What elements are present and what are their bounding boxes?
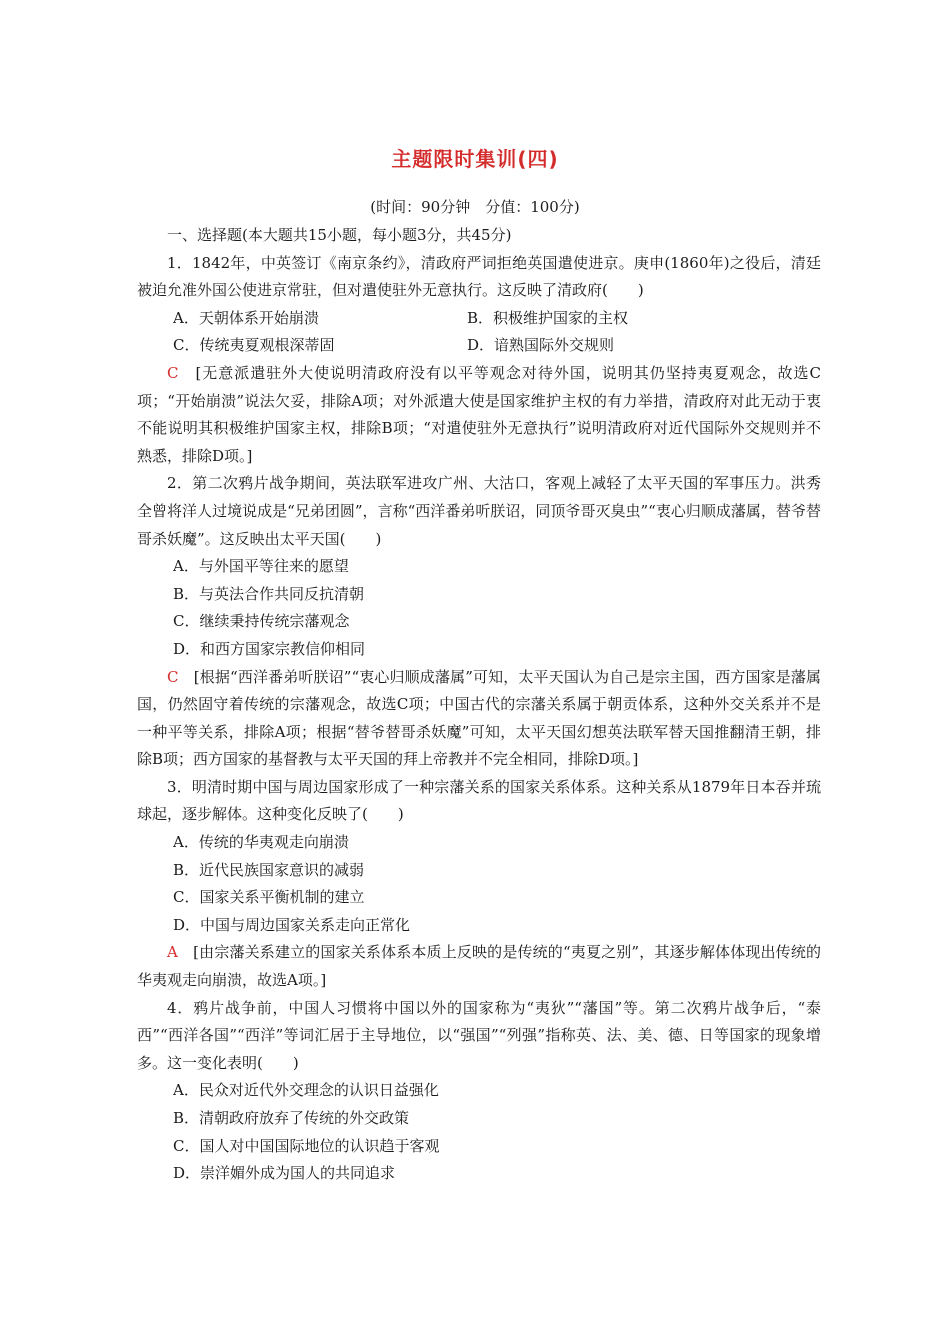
answer-explanation: [根据“西洋番弟听朕诏”“衷心归顺成藩属”可知，太平天国认为自己是宗主国，西方国家是藩属国，仍然固守着传统的宗藩观念，故选C项；中国古代的宗藩关系属于朝贡体系，这种外交关系并不是一种平等关系，排除A项；根据“替爷替哥杀妖魔”可知，太平天国幻想英法联军替天国推翻清王朝，排除B项；西方国家的基督教与太平天国的拜上帝教并不完全相同，排除D项。] bbox=[137, 667, 821, 769]
answer-explanation: [无意派遣驻外大使说明清政府没有以平等观念对待外国，说明其仍坚持夷夏观念，故选C项；“开始崩溃”说法欠妥，排除A项；对外派遣大使是国家维护主权的有力举措，清政府对此无动于衷不能说明其积极维护国家主权，排除B项；“对遣使驻外无意执行”说明清政府对近代国际外交规则并不熟悉，排除D项。] bbox=[137, 363, 821, 465]
answer-explanation: [由宗藩关系建立的国家关系体系本质上反映的是传统的“夷夏之别”，其逐步解体体现出传统的华夷观走向崩溃，故选A项。] bbox=[137, 943, 821, 990]
option: B．近代民族国家意识的减弱 bbox=[173, 860, 365, 879]
question-3-answer bbox=[137, 939, 821, 994]
exam-meta: (时间：90分钟 分值：100分) bbox=[370, 198, 580, 216]
option: D．和西方国家宗教信仰相同 bbox=[173, 639, 366, 658]
question-1-options-row-2 bbox=[137, 332, 821, 360]
option: C．继续秉持传统宗藩观念 bbox=[173, 612, 350, 631]
answer-letter: A bbox=[167, 943, 178, 962]
option: B．清朝政府放弃了传统的外交政策 bbox=[173, 1109, 410, 1127]
question-4-stem: 4．鸦片战争前，中国人习惯将中国以外的国家称为“夷狄”“藩国”等。第二次鸦片战争后，“泰西”“西洋各国”“西洋”等词汇居于主导地位，以“强国”“列强”指称英、法、美、德、日等国家的现象增多。这一变化表明( ) bbox=[137, 998, 821, 1072]
option: B．积极维护国家的主权 bbox=[467, 308, 629, 327]
option: A．民众对近代外交理念的认识日益强化 bbox=[173, 1081, 439, 1100]
answer-letter: C bbox=[167, 363, 179, 382]
option: B．与英法合作共同反抗清朝 bbox=[173, 584, 365, 603]
document-body bbox=[137, 222, 821, 1188]
question-1-options-row-1 bbox=[137, 305, 821, 333]
section-heading: 一、选择题(本大题共15小题，每小题3分，共45分) bbox=[167, 226, 512, 244]
answer-letter: C bbox=[167, 667, 179, 686]
question-1-answer bbox=[137, 360, 821, 470]
page-title: 主题限时集训(四) bbox=[391, 147, 559, 171]
option: D．中国与周边国家关系走向正常化 bbox=[173, 915, 411, 934]
option: D．崇洋媚外成为国人的共同追求 bbox=[173, 1164, 396, 1183]
option: C．国人对中国国际地位的认识趋于客观 bbox=[173, 1136, 440, 1155]
option: D．谙熟国际外交规则 bbox=[467, 336, 615, 355]
question-3-stem: 3．明清时期中国与周边国家形成了一种宗藩关系的国家关系体系。这种关系从1879年日本吞并琉球起，逐步解体。这种变化反映了( ) bbox=[137, 777, 821, 824]
question-2-stem: 2．第二次鸦片战争期间，英法联军进攻广州、大沽口，客观上减轻了太平天国的军事压力。洪秀全曾将洋人过境说成是“兄弟团圆”，言称“西洋番弟听朕诏，同顶爷哥灭臭虫”“衷心归顺成藩属，替爷替哥杀妖魔”。这反映出太平天国( ) bbox=[137, 474, 821, 548]
option: A．传统的华夷观走向崩溃 bbox=[173, 833, 349, 852]
question-1-stem: 1．1842年，中英签订《南京条约》，清政府严词拒绝英国遣使进京。庚申(1860年)之役后，清廷被迫允准外国公使进京常驻，但对遣使驻外无意执行。这反映了清政府( ) bbox=[137, 253, 821, 300]
option: A．与外国平等往来的愿望 bbox=[173, 557, 349, 576]
option: C．国家关系平衡机制的建立 bbox=[173, 888, 365, 907]
option: C．传统夷夏观根深蒂固 bbox=[173, 336, 335, 355]
option: A．天朝体系开始崩溃 bbox=[173, 308, 319, 327]
question-2-answer bbox=[137, 664, 821, 774]
